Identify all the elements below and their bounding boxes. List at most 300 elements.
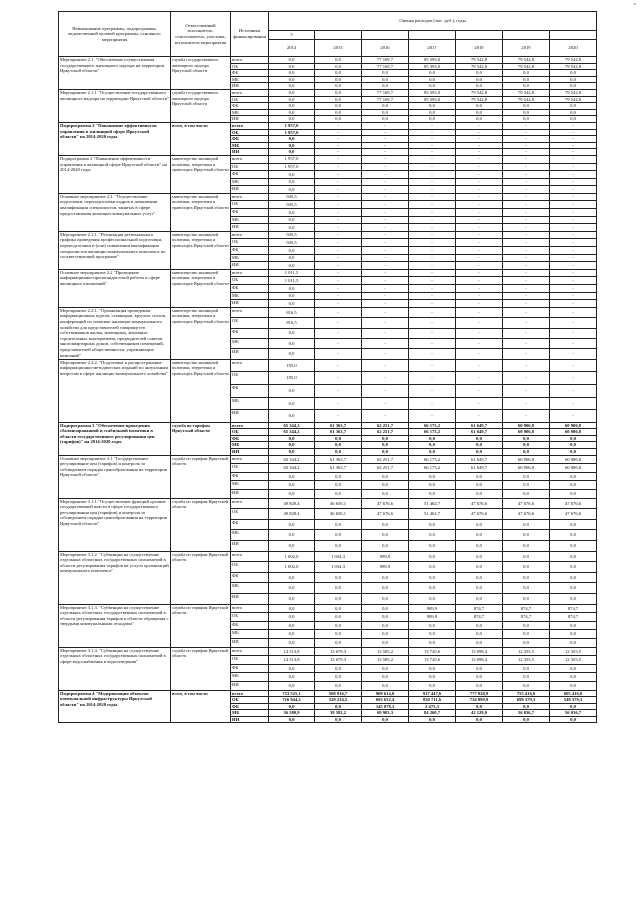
funding-source: ИИ: [231, 186, 269, 194]
amount-cell: -: [550, 239, 597, 247]
amount-cell: 79 542,8: [550, 63, 597, 70]
amount-cell: -: [315, 149, 362, 156]
amount-cell: -: [315, 209, 362, 217]
budget-table: [58, 11, 597, 723]
amount-cell: 13 720,6: [409, 647, 456, 656]
amount-cell: 66 173,2: [409, 464, 456, 473]
amount-cell: 0,0: [503, 541, 550, 552]
amount-cell: 0,0: [315, 96, 362, 103]
amount-cell: 0,0: [503, 519, 550, 530]
amount-cell: -: [456, 318, 503, 328]
amount-cell: 62 251,7: [362, 429, 409, 436]
program-name: Мероприятие 2.1.1. "Реализация регионального графика проведения профессиональной подготовки, переподготовки и (или) повышения квалификации специалистов жилищно-коммунального комплекса по соответствующей программе": [59, 231, 171, 269]
executor: всего, в том числе:: [171, 690, 231, 723]
amount-cell: 61 363,7: [315, 422, 362, 429]
amount-cell: -: [550, 307, 597, 317]
amount-cell: -: [409, 142, 456, 149]
amount-cell: 0,0: [315, 89, 362, 96]
amount-cell: -: [362, 397, 409, 410]
funding-source: ИИ: [231, 716, 269, 723]
amount-cell: -: [409, 163, 456, 171]
amount-cell: -: [503, 231, 550, 239]
amount-cell: -: [409, 318, 456, 328]
funding-source: всего: [231, 647, 269, 656]
table-row: [59, 193, 597, 201]
amount-cell: 12 355,5: [550, 656, 597, 665]
funding-source: ФБ: [231, 572, 269, 583]
amount-cell: 36 580,9: [269, 710, 315, 717]
funding-source: ИИ: [231, 349, 269, 359]
amount-cell: -: [550, 122, 597, 129]
amount-cell: 0,0: [269, 262, 315, 270]
executor: министерство жилищной политики, энергетики и транспорта Иркутской области: [171, 193, 231, 231]
amount-cell: 0,0: [315, 613, 362, 622]
amount-cell: 47 676,6: [456, 509, 503, 520]
amount-cell: 0,0: [269, 604, 315, 613]
funding-source: ОБ: [231, 201, 269, 209]
amount-cell: 0,0: [456, 83, 503, 90]
amount-cell: -: [550, 254, 597, 262]
amount-cell: 816,5: [269, 307, 315, 317]
amount-cell: 0,0: [362, 593, 409, 604]
amount-cell: 0,0: [409, 621, 456, 630]
amount-cell: 0,0: [456, 551, 503, 562]
amount-cell: -: [550, 186, 597, 194]
amount-cell: 1 034,3: [315, 551, 362, 562]
amount-cell: 0,0: [409, 109, 456, 116]
header-year: 2016: [362, 40, 409, 57]
amount-cell: 0,0: [456, 664, 503, 673]
funding-source: всего: [231, 57, 269, 64]
amount-cell: -: [362, 254, 409, 262]
executor: министерство жилищной политики, энергетики и транспорта Иркутской области: [171, 155, 231, 193]
amount-cell: 0,0: [456, 435, 503, 442]
amount-cell: -: [550, 285, 597, 293]
amount-cell: 195,0: [269, 359, 315, 372]
amount-cell: 0,0: [362, 481, 409, 490]
amount-cell: 0,0: [315, 630, 362, 639]
amount-cell: 0,0: [269, 572, 315, 583]
amount-cell: 0,0: [315, 481, 362, 490]
amount-cell: 0,0: [409, 681, 456, 690]
amount-cell: 0,0: [456, 109, 503, 116]
funding-source: ФБ: [231, 247, 269, 255]
amount-cell: -: [315, 163, 362, 171]
amount-cell: 39 582,2: [315, 710, 362, 717]
amount-cell: -: [550, 247, 597, 255]
amount-cell: -: [456, 307, 503, 317]
amount-cell: 0,0: [550, 481, 597, 490]
amount-cell: 12 355,5: [503, 647, 550, 656]
funding-source: МБ: [231, 442, 269, 449]
amount-cell: 0,0: [362, 472, 409, 481]
amount-cell: 0,0: [315, 472, 362, 481]
amount-cell: -: [503, 277, 550, 285]
amount-cell: -: [503, 122, 550, 129]
amount-cell: -: [315, 372, 362, 385]
amount-cell: 0,0: [409, 70, 456, 77]
amount-cell: -: [456, 149, 503, 156]
amount-cell: 568 816,7: [315, 690, 362, 697]
amount-cell: -: [409, 262, 456, 270]
amount-cell: -: [315, 307, 362, 317]
amount-cell: 0,0: [269, 224, 315, 232]
amount-cell: 0,0: [550, 70, 597, 77]
table-row: [59, 57, 597, 64]
amount-cell: 0,0: [503, 70, 550, 77]
amount-cell: -: [362, 292, 409, 300]
amount-cell: 0,0: [456, 116, 503, 123]
amount-cell: -: [409, 397, 456, 410]
table-row: [59, 604, 597, 613]
amount-cell: 0,0: [269, 300, 315, 308]
amount-cell: 0,0: [269, 349, 315, 359]
header-year: 2015: [315, 40, 362, 57]
amount-cell: 0,0: [315, 541, 362, 552]
funding-source: МБ: [231, 109, 269, 116]
amount-cell: -: [315, 201, 362, 209]
amount-cell: -: [315, 292, 362, 300]
amount-cell: -: [503, 300, 550, 308]
amount-cell: 13 098,4: [456, 647, 503, 656]
amount-cell: -: [503, 171, 550, 179]
amount-cell: 60 906,8: [503, 422, 550, 429]
amount-cell: -: [315, 142, 362, 149]
amount-cell: 0,0: [315, 673, 362, 682]
executor: служба по тарифам Иркутской области: [171, 551, 231, 604]
amount-cell: 0,0: [315, 109, 362, 116]
funding-source: ОБ: [231, 129, 269, 136]
amount-cell: 0,0: [362, 490, 409, 499]
amount-cell: 79 542,8: [503, 57, 550, 64]
amount-cell: 0,0: [550, 664, 597, 673]
amount-cell: 13 098,4: [456, 656, 503, 665]
funding-source: ОБ: [231, 318, 269, 328]
amount-cell: -: [456, 171, 503, 179]
amount-cell: 0,0: [503, 638, 550, 647]
amount-cell: 61 363,7: [315, 464, 362, 473]
amount-cell: 65 344,2: [269, 464, 315, 473]
amount-cell: 0,0: [362, 541, 409, 552]
amount-cell: 0,0: [362, 530, 409, 541]
amount-cell: -: [503, 269, 550, 277]
amount-cell: -: [409, 186, 456, 194]
amount-cell: 0,0: [315, 716, 362, 723]
amount-cell: 0,0: [550, 490, 597, 499]
amount-cell: 0,0: [269, 583, 315, 594]
amount-cell: 0,0: [550, 519, 597, 530]
amount-cell: -: [409, 155, 456, 163]
amount-cell: 0,0: [456, 681, 503, 690]
amount-cell: 734 899,9: [456, 697, 503, 704]
funding-source: всего: [231, 604, 269, 613]
amount-cell: 0,0: [503, 116, 550, 123]
header-year: 2018: [456, 40, 503, 57]
amount-cell: 66 173,2: [409, 429, 456, 436]
amount-cell: -: [550, 269, 597, 277]
amount-cell: 0,0: [550, 621, 597, 630]
amount-cell: 0,0: [315, 116, 362, 123]
funding-source: МБ: [231, 673, 269, 682]
amount-cell: -: [362, 178, 409, 186]
amount-cell: 0,0: [503, 630, 550, 639]
amount-cell: -: [503, 186, 550, 194]
funding-source: ОБ: [231, 613, 269, 622]
amount-cell: -: [362, 193, 409, 201]
amount-cell: 0,0: [269, 530, 315, 541]
amount-cell: -: [409, 209, 456, 217]
amount-cell: 0,0: [362, 70, 409, 77]
amount-cell: 0,0: [550, 472, 597, 481]
amount-cell: 0,0: [362, 116, 409, 123]
amount-cell: 77 169,7: [362, 63, 409, 70]
amount-cell: 816,5: [269, 318, 315, 328]
amount-cell: 61 649,7: [456, 464, 503, 473]
funding-source: всего: [231, 307, 269, 317]
amount-cell: -: [550, 300, 597, 308]
amount-cell: 0,0: [456, 76, 503, 83]
funding-source: всего: [231, 455, 269, 464]
amount-cell: -: [409, 224, 456, 232]
funding-source: всего: [231, 231, 269, 239]
amount-cell: 0,0: [456, 449, 503, 456]
amount-cell: 66 173,2: [409, 422, 456, 429]
amount-cell: 989,9: [409, 613, 456, 622]
header-year: 2014: [269, 40, 315, 57]
amount-cell: 62 251,7: [362, 464, 409, 473]
amount-cell: 874,7: [550, 604, 597, 613]
program-name: Подпрограмма 2 "Повышение эффективности управления в жилищной сфере Иркутской области" на 2014-2020 годы: [59, 122, 171, 155]
amount-cell: 47 676,6: [503, 509, 550, 520]
amount-cell: 0,0: [362, 583, 409, 594]
funding-source: ФБ: [231, 664, 269, 673]
amount-cell: -: [456, 239, 503, 247]
amount-cell: 1 034,3: [315, 562, 362, 573]
amount-cell: 0,0: [362, 83, 409, 90]
amount-cell: 14 513,8: [269, 647, 315, 656]
amount-cell: -: [409, 410, 456, 423]
amount-cell: 61 649,7: [456, 455, 503, 464]
amount-cell: -: [362, 318, 409, 328]
amount-cell: 0,0: [550, 109, 597, 116]
amount-cell: 0,0: [269, 63, 315, 70]
amount-cell: 61 363,7: [315, 429, 362, 436]
table-row: [59, 647, 597, 656]
amount-cell: -: [362, 247, 409, 255]
amount-cell: -: [456, 410, 503, 423]
amount-cell: 0,0: [456, 583, 503, 594]
program-name: Мероприятие 2.2.1. "Организация проведения информационных курсов, семинаров, круглых столов, конференций по тематике жилищно-коммунального хозяйства для представителей товариществ собственников жилья, жилищных, жилищно-строительных кооперативов, предводителей советов многоквартирных домов, собственников помещений, представителей общественности, управляющих компаний": [59, 307, 171, 359]
amount-cell: 0,0: [409, 572, 456, 583]
amount-cell: 0,0: [269, 328, 315, 338]
funding-source: ИИ: [231, 116, 269, 123]
amount-cell: 0,0: [269, 613, 315, 622]
amount-cell: 0,0: [269, 254, 315, 262]
funding-source: ИИ: [231, 410, 269, 423]
amount-cell: 13 585,2: [362, 647, 409, 656]
amount-cell: 0,0: [550, 583, 597, 594]
amount-cell: -: [362, 163, 409, 171]
amount-cell: 85 393,0: [409, 63, 456, 70]
amount-cell: -: [315, 285, 362, 293]
amount-cell: 0,0: [315, 103, 362, 110]
funding-source: МБ: [231, 142, 269, 149]
amount-cell: 0,0: [269, 70, 315, 77]
funding-source: всего: [231, 498, 269, 509]
amount-cell: -: [362, 372, 409, 385]
amount-cell: -: [362, 410, 409, 423]
amount-cell: 0,0: [503, 583, 550, 594]
amount-cell: 0,0: [362, 673, 409, 682]
header-source: Источники финансирования: [231, 12, 269, 57]
amount-cell: 84 260,7: [409, 710, 456, 717]
amount-cell: -: [550, 163, 597, 171]
amount-cell: 0,0: [315, 449, 362, 456]
amount-cell: -: [503, 349, 550, 359]
amount-cell: -: [409, 269, 456, 277]
amount-cell: 0,0: [409, 530, 456, 541]
amount-cell: 0,0: [269, 142, 315, 149]
amount-cell: -: [503, 209, 550, 217]
amount-cell: 0,0: [503, 83, 550, 90]
amount-cell: 0,0: [269, 442, 315, 449]
amount-cell: -: [362, 201, 409, 209]
amount-cell: 0,0: [550, 673, 597, 682]
amount-cell: -: [315, 231, 362, 239]
amount-cell: 47 676,6: [362, 498, 409, 509]
amount-cell: 0,0: [503, 673, 550, 682]
amount-cell: 0,0: [362, 604, 409, 613]
amount-cell: 0,0: [315, 703, 362, 710]
amount-cell: 1 957,0: [269, 155, 315, 163]
amount-cell: 0,0: [362, 613, 409, 622]
amount-cell: 0,0: [269, 541, 315, 552]
amount-cell: 0,0: [315, 572, 362, 583]
amount-cell: 0,0: [456, 638, 503, 647]
amount-cell: 13 585,2: [362, 656, 409, 665]
amount-cell: 62 251,7: [362, 422, 409, 429]
amount-cell: -: [362, 136, 409, 143]
amount-cell: 79 542,8: [456, 96, 503, 103]
amount-cell: 0,0: [456, 593, 503, 604]
amount-cell: -: [456, 269, 503, 277]
funding-source: ФБ: [231, 384, 269, 397]
amount-cell: -: [503, 129, 550, 136]
amount-cell: -: [503, 216, 550, 224]
amount-cell: 12 355,5: [503, 656, 550, 665]
amount-cell: 60 906,8: [503, 429, 550, 436]
amount-cell: 0,0: [409, 583, 456, 594]
amount-cell: -: [409, 239, 456, 247]
amount-cell: -: [409, 277, 456, 285]
amount-cell: -: [409, 292, 456, 300]
amount-cell: 0,0: [456, 442, 503, 449]
amount-cell: -: [456, 209, 503, 217]
amount-cell: 0,0: [503, 481, 550, 490]
funding-source: МБ: [231, 397, 269, 410]
amount-cell: 0,0: [456, 519, 503, 530]
amount-cell: 0,0: [362, 449, 409, 456]
amount-cell: 0,0: [269, 89, 315, 96]
amount-cell: 66 173,2: [409, 455, 456, 464]
amount-cell: 0,0: [269, 716, 315, 723]
amount-cell: 0,0: [269, 449, 315, 456]
funding-source: МБ: [231, 178, 269, 186]
amount-cell: -: [550, 384, 597, 397]
amount-cell: 0,0: [269, 593, 315, 604]
amount-cell: -: [362, 171, 409, 179]
amount-cell: -: [409, 171, 456, 179]
amount-cell: 1 957,0: [269, 122, 315, 129]
amount-cell: -: [550, 318, 597, 328]
funding-source: всего: [231, 122, 269, 129]
amount-cell: 51 462,7: [409, 509, 456, 520]
amount-cell: 0,0: [409, 490, 456, 499]
amount-cell: 0,0: [315, 70, 362, 77]
funding-source: ИИ: [231, 593, 269, 604]
amount-cell: 12 355,5: [550, 647, 597, 656]
amount-cell: -: [362, 285, 409, 293]
amount-cell: 874,7: [550, 613, 597, 622]
amount-cell: -: [503, 224, 550, 232]
amount-cell: 47 676,6: [550, 498, 597, 509]
amount-cell: -: [503, 193, 550, 201]
program-name: Мероприятие 2.1. "Обеспечение осуществления государственного жилищного надзора на территории Иркутской области": [59, 57, 171, 90]
amount-cell: 917 447,6: [409, 690, 456, 697]
amount-cell: 0,0: [550, 551, 597, 562]
amount-cell: 0,0: [269, 638, 315, 647]
amount-cell: 945,5: [269, 201, 315, 209]
amount-cell: -: [503, 318, 550, 328]
amount-cell: -: [503, 149, 550, 156]
amount-cell: 65 344,2: [269, 429, 315, 436]
amount-cell: -: [409, 247, 456, 255]
amount-cell: -: [362, 359, 409, 372]
program-name: Основное мероприятие 2.1. "Осуществление подготовки, переподготовки кадров и повышения квалификации специалистов, занятых в сфере предоставления жилищно-коммунальных услуг": [59, 193, 171, 231]
amount-cell: 0,0: [315, 530, 362, 541]
amount-cell: 693 632,4: [362, 697, 409, 704]
amount-cell: 0,0: [315, 638, 362, 647]
amount-cell: 716 944,2: [269, 697, 315, 704]
header-year: 2020: [550, 40, 597, 57]
amount-cell: 65 344,2: [269, 422, 315, 429]
table-row: [59, 359, 597, 372]
amount-cell: -: [550, 262, 597, 270]
amount-cell: -: [409, 122, 456, 129]
amount-cell: 0,0: [409, 519, 456, 530]
amount-cell: 0,0: [269, 209, 315, 217]
amount-cell: 0,0: [409, 435, 456, 442]
table-row: [59, 231, 597, 239]
amount-cell: -: [456, 216, 503, 224]
table-row: [59, 690, 597, 697]
amount-cell: 0,0: [362, 621, 409, 630]
amount-cell: -: [550, 359, 597, 372]
amount-cell: -: [503, 239, 550, 247]
amount-cell: 0,0: [269, 664, 315, 673]
funding-source: ФБ: [231, 703, 269, 710]
program-name: Подпрограмма 2 "Повышение эффективности управления в жилищной сфере Иркутской области" на 2014-2020 годы: [59, 155, 171, 193]
amount-cell: 0,0: [550, 76, 597, 83]
table-row: [59, 269, 597, 277]
amount-cell: 0,0: [456, 103, 503, 110]
amount-cell: -: [362, 122, 409, 129]
amount-cell: -: [315, 136, 362, 143]
amount-cell: 47 676,6: [503, 498, 550, 509]
amount-cell: -: [503, 328, 550, 338]
amount-cell: 0,0: [550, 562, 597, 573]
table-row: [59, 155, 597, 163]
